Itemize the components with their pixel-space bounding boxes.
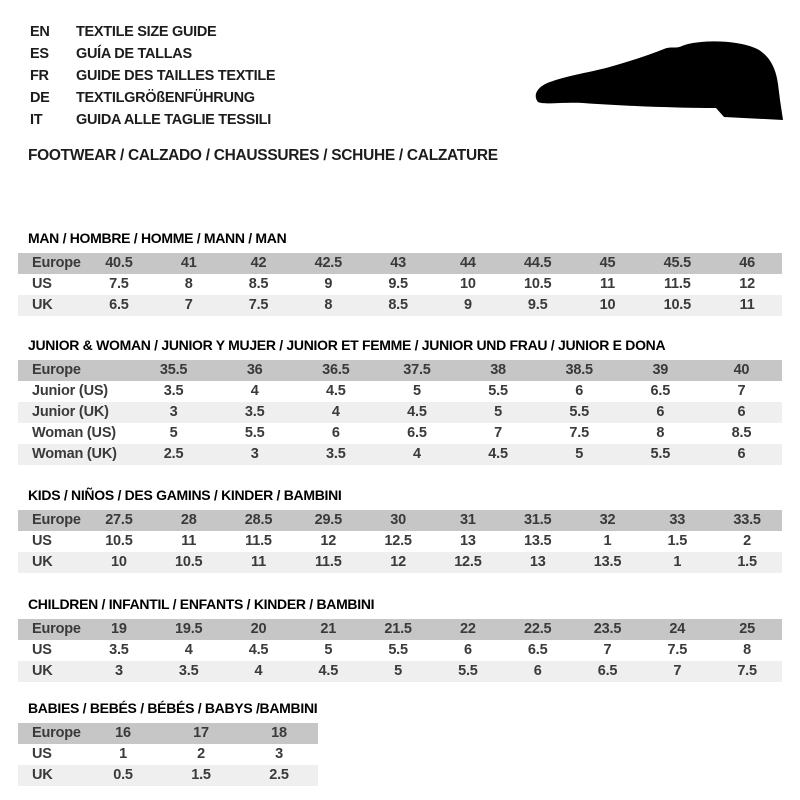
- size-cell: 6: [737, 446, 746, 462]
- size-cell: 7.5: [667, 642, 688, 658]
- row-label-cell: US: [32, 276, 52, 292]
- table-row: [18, 744, 318, 765]
- size-cell: 28: [180, 512, 197, 528]
- size-cell: 22: [460, 621, 476, 637]
- language-code: DE: [30, 90, 50, 106]
- language-label: GUIDE DES TAILLES TEXTILE: [76, 68, 276, 84]
- size-cell: 6.5: [597, 663, 618, 679]
- size-cell: 6: [656, 404, 665, 420]
- size-cell: 35.5: [159, 362, 188, 378]
- row-label-cell: Europe: [32, 725, 81, 741]
- size-cell: 45: [599, 255, 616, 271]
- size-cell: 5: [169, 425, 178, 441]
- size-cell: 6: [533, 663, 542, 679]
- size-cell: 10: [460, 276, 476, 292]
- size-cell: 5.5: [388, 642, 408, 658]
- size-cell: 0.5: [113, 767, 133, 783]
- size-cell: 10.5: [174, 554, 203, 570]
- language-line: [30, 43, 275, 65]
- size-cell: 8: [656, 425, 665, 441]
- size-cell: 9.5: [527, 297, 548, 313]
- size-cell: 7.5: [569, 425, 589, 441]
- size-cell: 6: [737, 404, 746, 420]
- size-cell: 46: [739, 255, 755, 271]
- size-cell: 40.5: [105, 255, 133, 271]
- language-code: ES: [30, 46, 49, 62]
- row-label-cell: US: [32, 533, 52, 549]
- size-cell: 3.5: [163, 383, 184, 399]
- size-cell: 37.5: [403, 362, 431, 378]
- size-cell: 33: [669, 512, 686, 528]
- section-man: [0, 230, 782, 316]
- row-label-cell: US: [32, 746, 52, 762]
- row-label-cell: Europe: [32, 512, 81, 528]
- row-label-cell: Woman (US): [32, 425, 116, 441]
- row-label-cell: US: [32, 642, 52, 658]
- size-cell: 7: [603, 642, 612, 658]
- table-row: [18, 423, 782, 444]
- size-cell: 2: [743, 533, 752, 549]
- row-label-cell: Woman (UK): [32, 446, 117, 462]
- size-cell: 4: [331, 404, 340, 420]
- size-cell: 12.5: [454, 554, 482, 570]
- size-cell: 1: [119, 746, 127, 762]
- language-line: [30, 65, 275, 87]
- size-cell: 12.5: [384, 533, 412, 549]
- size-cell: 5: [575, 446, 584, 462]
- size-cell: 3: [114, 663, 123, 679]
- size-cell: 19.5: [174, 621, 203, 637]
- size-cell: 3: [275, 746, 283, 762]
- size-cell: 3: [250, 446, 259, 462]
- table-row: [18, 723, 318, 744]
- size-cell: 13.5: [523, 533, 552, 549]
- size-cell: 31.5: [523, 512, 552, 528]
- size-cell: 5: [494, 404, 502, 420]
- row-label-cell: Junior (UK): [32, 404, 109, 420]
- language-line: [30, 21, 275, 43]
- size-cell: 44.5: [523, 255, 552, 271]
- size-cell: 13.5: [593, 554, 622, 570]
- size-cell: 4: [254, 663, 263, 679]
- language-code: EN: [30, 24, 50, 40]
- language-line: [30, 87, 275, 109]
- section-kids: [0, 487, 782, 573]
- size-cell: 42: [250, 255, 267, 271]
- table-row: [18, 381, 782, 402]
- size-cell: 9.5: [388, 276, 408, 292]
- size-cell: 5.5: [244, 425, 265, 441]
- size-cell: 3.5: [109, 642, 129, 658]
- table-row: [18, 295, 782, 316]
- section-children: [0, 596, 782, 682]
- size-cell: 1.5: [191, 767, 211, 783]
- size-cell: 42.5: [314, 255, 342, 271]
- size-cell: 1: [673, 554, 682, 570]
- size-table: [18, 723, 318, 786]
- size-cell: 10.5: [105, 533, 133, 549]
- size-cell: 7.5: [109, 276, 129, 292]
- table-row: [18, 765, 318, 786]
- section-title: BABIES / BEBÉS / BÉBÉS / BABYS /BAMBINI: [28, 700, 318, 716]
- size-cell: 10: [599, 297, 616, 313]
- size-cell: 9: [324, 276, 333, 292]
- size-cell: 25: [739, 621, 755, 637]
- section-babies: [0, 700, 318, 786]
- size-table: [18, 253, 782, 316]
- size-cell: 6.5: [407, 425, 427, 441]
- size-cell: 4.5: [407, 404, 427, 420]
- size-cell: 9: [463, 297, 472, 313]
- size-cell: 11: [251, 554, 266, 570]
- language-header: [30, 21, 275, 131]
- size-cell: 21: [320, 621, 337, 637]
- table-row: [18, 510, 782, 531]
- section-title: KIDS / NIÑOS / DES GAMINS / KINDER / BAMBINI: [28, 487, 342, 503]
- row-label-cell: UK: [32, 663, 53, 679]
- size-cell: 5.5: [458, 663, 478, 679]
- size-cell: 38: [490, 362, 506, 378]
- size-cell: 2.5: [163, 446, 184, 462]
- size-cell: 2.5: [269, 767, 289, 783]
- size-cell: 6.5: [109, 297, 129, 313]
- size-cell: 3.5: [178, 663, 199, 679]
- size-cell: 4.5: [318, 663, 339, 679]
- size-cell: 11.5: [314, 554, 342, 570]
- section-title: JUNIOR & WOMAN / JUNIOR Y MUJER / JUNIOR ET FEMME / JUNIOR UND FRAU / JUNIOR E DONA: [28, 337, 666, 353]
- size-cell: 3.5: [244, 404, 265, 420]
- size-cell: 17: [193, 725, 209, 741]
- size-cell: 31: [460, 512, 476, 528]
- size-cell: 2: [197, 746, 205, 762]
- table-row: [18, 619, 782, 640]
- size-cell: 1.5: [737, 554, 757, 570]
- size-cell: 24: [669, 621, 686, 637]
- size-cell: 36.5: [322, 362, 350, 378]
- size-cell: 6: [331, 425, 340, 441]
- size-cell: 10.5: [523, 276, 552, 292]
- size-cell: 36: [246, 362, 263, 378]
- table-row: [18, 402, 782, 423]
- size-cell: 13: [529, 554, 546, 570]
- size-table: [18, 510, 782, 573]
- table-row: [18, 253, 782, 274]
- size-cell: 4.5: [326, 383, 346, 399]
- section-title: MAN / HOMBRE / HOMME / MANN / MAN: [28, 230, 287, 246]
- size-cell: 5.5: [650, 446, 671, 462]
- row-label-cell: UK: [32, 767, 53, 783]
- size-cell: 10: [111, 554, 127, 570]
- size-cell: 13: [460, 533, 476, 549]
- language-label: TEXTILGRÖßENFÜHRUNG: [76, 90, 255, 106]
- size-cell: 5: [394, 663, 403, 679]
- language-code: IT: [30, 112, 43, 128]
- size-cell: 5: [413, 383, 421, 399]
- size-cell: 3.5: [326, 446, 346, 462]
- size-cell: 8: [743, 642, 752, 658]
- size-cell: 27.5: [105, 512, 133, 528]
- table-row: [18, 360, 782, 381]
- language-line: [30, 109, 275, 131]
- size-cell: 44: [460, 255, 476, 271]
- size-cell: 28.5: [244, 512, 273, 528]
- table-row: [18, 531, 782, 552]
- size-cell: 5.5: [488, 383, 508, 399]
- table-row: [18, 640, 782, 661]
- table-row: [18, 661, 782, 682]
- size-cell: 41: [180, 255, 197, 271]
- size-cell: 11.5: [245, 533, 272, 549]
- row-label-cell: Junior (US): [32, 383, 108, 399]
- table-row: [18, 274, 782, 295]
- section-title: CHILDREN / INFANTIL / ENFANTS / KINDER / BAMBINI: [28, 596, 375, 612]
- size-cell: 11: [600, 276, 615, 292]
- size-cell: 23.5: [593, 621, 622, 637]
- size-cell: 12: [390, 554, 406, 570]
- size-cell: 45.5: [663, 255, 691, 271]
- size-cell: 7: [673, 663, 682, 679]
- size-table: [18, 360, 782, 465]
- size-cell: 6.5: [650, 383, 671, 399]
- size-cell: 10.5: [663, 297, 691, 313]
- size-cell: 6: [463, 642, 472, 658]
- size-cell: 30: [390, 512, 406, 528]
- language-code: FR: [30, 68, 49, 84]
- size-cell: 20: [250, 621, 267, 637]
- size-cell: 38.5: [565, 362, 593, 378]
- size-cell: 1.5: [667, 533, 688, 549]
- size-cell: 6: [575, 383, 584, 399]
- table-row: [18, 444, 782, 465]
- row-label-cell: Europe: [32, 362, 81, 378]
- table-row: [18, 552, 782, 573]
- size-cell: 19: [111, 621, 127, 637]
- size-cell: 7: [184, 297, 193, 313]
- size-cell: 39: [652, 362, 669, 378]
- shoe-icon: [528, 40, 790, 128]
- size-cell: 8.5: [248, 276, 269, 292]
- size-cell: 22.5: [523, 621, 552, 637]
- size-cell: 7.5: [248, 297, 269, 313]
- size-cell: 6.5: [527, 642, 548, 658]
- size-cell: 8.5: [731, 425, 752, 441]
- size-cell: 4.5: [248, 642, 269, 658]
- section-junior-woman: [0, 337, 782, 465]
- language-label: GUÍA DE TALLAS: [76, 46, 192, 62]
- size-cell: 7.5: [737, 663, 757, 679]
- size-cell: 43: [390, 255, 406, 271]
- size-cell: 7: [737, 383, 746, 399]
- size-cell: 16: [115, 725, 131, 741]
- size-cell: 1: [603, 533, 612, 549]
- size-cell: 3: [169, 404, 178, 420]
- size-cell: 4: [184, 642, 193, 658]
- size-cell: 32: [599, 512, 616, 528]
- size-cell: 12: [320, 533, 337, 549]
- size-cell: 8.5: [388, 297, 408, 313]
- category-line: FOOTWEAR / CALZADO / CHAUSSURES / SCHUHE / CALZATURE: [28, 147, 498, 164]
- size-table: [18, 619, 782, 682]
- size-cell: 29.5: [314, 512, 342, 528]
- language-label: TEXTILE SIZE GUIDE: [76, 24, 217, 40]
- size-cell: 11: [181, 533, 197, 549]
- size-cell: 40: [733, 362, 750, 378]
- row-label-cell: UK: [32, 297, 53, 313]
- row-label-cell: Europe: [32, 255, 81, 271]
- size-cell: 5.5: [569, 404, 589, 420]
- size-cell: 11: [739, 297, 755, 313]
- size-cell: 12: [739, 276, 755, 292]
- size-cell: 21.5: [384, 621, 412, 637]
- size-cell: 7: [494, 425, 502, 441]
- size-cell: 18: [271, 725, 287, 741]
- size-cell: 5: [324, 642, 333, 658]
- size-cell: 11.5: [663, 276, 691, 292]
- size-cell: 8: [324, 297, 333, 313]
- size-cell: 4: [250, 383, 259, 399]
- size-cell: 33.5: [733, 512, 761, 528]
- row-label-cell: Europe: [32, 621, 81, 637]
- row-label-cell: UK: [32, 554, 53, 570]
- size-cell: 4.5: [488, 446, 508, 462]
- size-cell: 8: [184, 276, 193, 292]
- size-cell: 4: [413, 446, 421, 462]
- language-label: GUIDA ALLE TAGLIE TESSILI: [76, 112, 271, 128]
